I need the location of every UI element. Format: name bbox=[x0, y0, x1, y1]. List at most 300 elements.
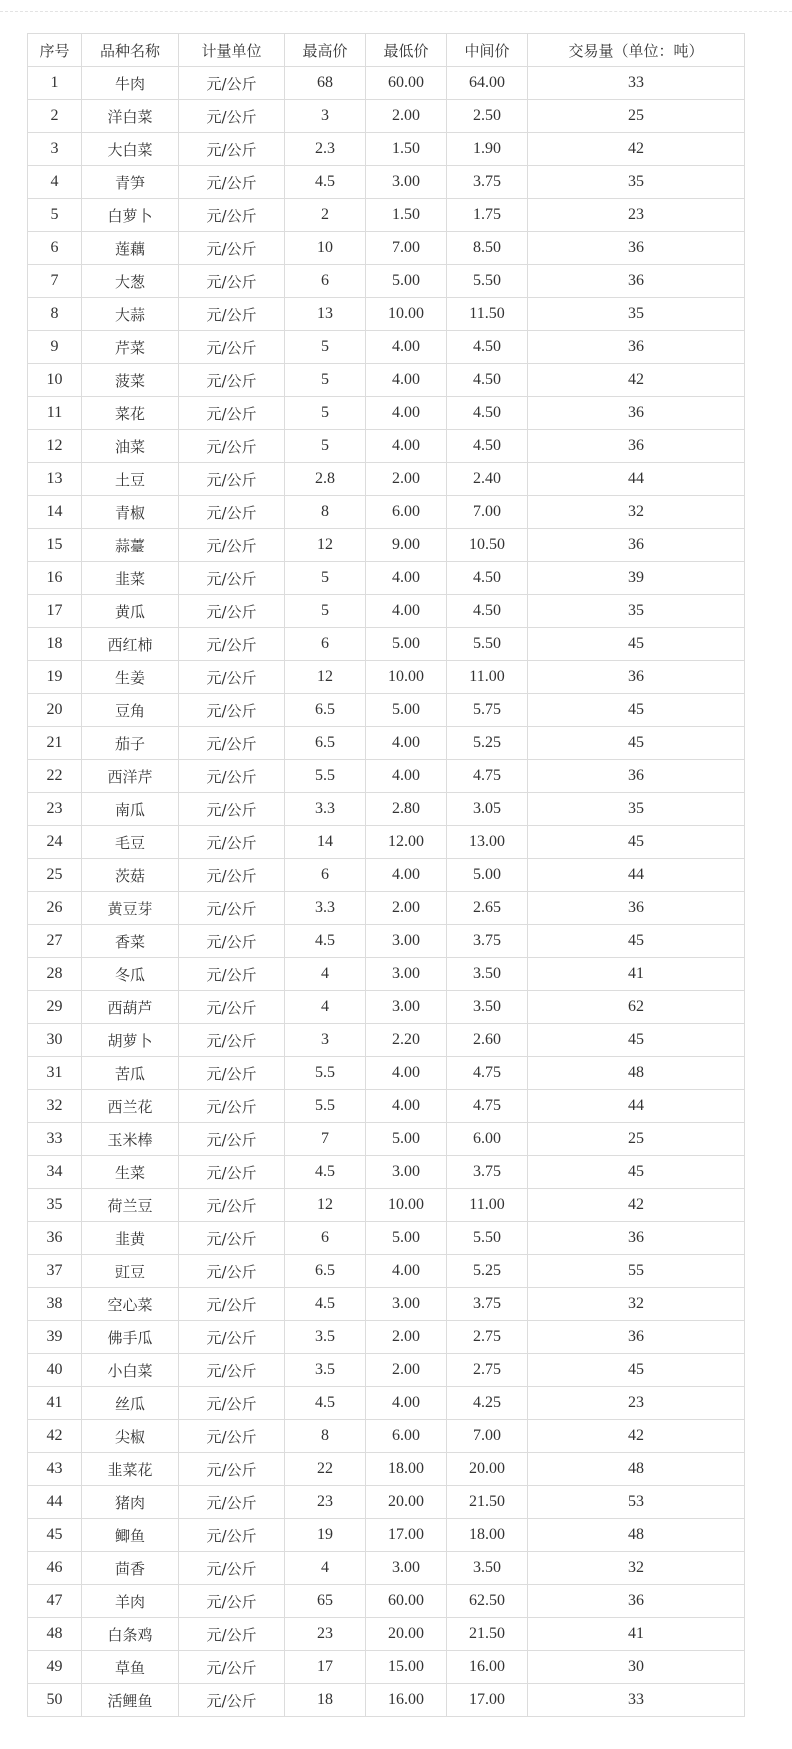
cell-low-price: 2.80 bbox=[366, 793, 447, 826]
cell-unit: 元/公斤 bbox=[179, 1618, 285, 1651]
table-row bbox=[28, 958, 745, 991]
cell-name: 玉米棒 bbox=[82, 1123, 179, 1156]
table-row bbox=[28, 1387, 745, 1420]
cell-high-price: 6 bbox=[285, 628, 366, 661]
cell-index: 19 bbox=[28, 661, 82, 694]
cell-index: 40 bbox=[28, 1354, 82, 1387]
cell-name: 冬瓜 bbox=[82, 958, 179, 991]
cell-mid-price: 1.90 bbox=[447, 133, 528, 166]
cell-unit: 元/公斤 bbox=[179, 1585, 285, 1618]
table-row bbox=[28, 67, 745, 100]
cell-low-price: 12.00 bbox=[366, 826, 447, 859]
cell-high-price: 2.3 bbox=[285, 133, 366, 166]
cell-high-price: 12 bbox=[285, 529, 366, 562]
cell-low-price: 60.00 bbox=[366, 67, 447, 100]
cell-unit: 元/公斤 bbox=[179, 67, 285, 100]
cell-volume: 35 bbox=[528, 793, 745, 826]
cell-low-price: 4.00 bbox=[366, 397, 447, 430]
cell-index: 44 bbox=[28, 1486, 82, 1519]
cell-unit: 元/公斤 bbox=[179, 1189, 285, 1222]
table-row bbox=[28, 859, 745, 892]
cell-name: 草鱼 bbox=[82, 1651, 179, 1684]
cell-mid-price: 4.50 bbox=[447, 430, 528, 463]
cell-high-price: 22 bbox=[285, 1453, 366, 1486]
cell-volume: 25 bbox=[528, 1123, 745, 1156]
cell-volume: 39 bbox=[528, 562, 745, 595]
cell-volume: 32 bbox=[528, 1288, 745, 1321]
cell-low-price: 5.00 bbox=[366, 265, 447, 298]
cell-high-price: 6 bbox=[285, 1222, 366, 1255]
cell-index: 41 bbox=[28, 1387, 82, 1420]
cell-name: 韭菜花 bbox=[82, 1453, 179, 1486]
cell-low-price: 15.00 bbox=[366, 1651, 447, 1684]
cell-mid-price: 2.50 bbox=[447, 100, 528, 133]
cell-name: 西兰花 bbox=[82, 1090, 179, 1123]
cell-unit: 元/公斤 bbox=[179, 793, 285, 826]
cell-low-price: 3.00 bbox=[366, 1552, 447, 1585]
cell-mid-price: 11.50 bbox=[447, 298, 528, 331]
cell-mid-price: 4.75 bbox=[447, 760, 528, 793]
cell-volume: 36 bbox=[528, 265, 745, 298]
cell-low-price: 4.00 bbox=[366, 727, 447, 760]
table-row bbox=[28, 1090, 745, 1123]
cell-index: 26 bbox=[28, 892, 82, 925]
cell-unit: 元/公斤 bbox=[179, 1024, 285, 1057]
cell-unit: 元/公斤 bbox=[179, 1387, 285, 1420]
cell-name: 生姜 bbox=[82, 661, 179, 694]
cell-index: 21 bbox=[28, 727, 82, 760]
cell-index: 29 bbox=[28, 991, 82, 1024]
cell-mid-price: 5.25 bbox=[447, 1255, 528, 1288]
cell-mid-price: 3.05 bbox=[447, 793, 528, 826]
cell-index: 22 bbox=[28, 760, 82, 793]
cell-mid-price: 3.75 bbox=[447, 1288, 528, 1321]
cell-low-price: 4.00 bbox=[366, 1387, 447, 1420]
cell-low-price: 16.00 bbox=[366, 1684, 447, 1717]
cell-volume: 36 bbox=[528, 430, 745, 463]
cell-index: 31 bbox=[28, 1057, 82, 1090]
cell-mid-price: 7.00 bbox=[447, 1420, 528, 1453]
cell-name: 苦瓜 bbox=[82, 1057, 179, 1090]
cell-unit: 元/公斤 bbox=[179, 958, 285, 991]
cell-index: 10 bbox=[28, 364, 82, 397]
cell-mid-price: 1.75 bbox=[447, 199, 528, 232]
cell-unit: 元/公斤 bbox=[179, 133, 285, 166]
cell-high-price: 5 bbox=[285, 331, 366, 364]
cell-low-price: 6.00 bbox=[366, 1420, 447, 1453]
cell-low-price: 1.50 bbox=[366, 199, 447, 232]
cell-mid-price: 5.50 bbox=[447, 1222, 528, 1255]
table-body bbox=[28, 67, 745, 1717]
cell-volume: 48 bbox=[528, 1453, 745, 1486]
cell-index: 8 bbox=[28, 298, 82, 331]
header-cell-high-price: 最高价 bbox=[285, 34, 366, 67]
cell-index: 30 bbox=[28, 1024, 82, 1057]
cell-mid-price: 4.50 bbox=[447, 364, 528, 397]
cell-name: 青椒 bbox=[82, 496, 179, 529]
cell-high-price: 13 bbox=[285, 298, 366, 331]
table-header bbox=[28, 34, 745, 67]
cell-index: 45 bbox=[28, 1519, 82, 1552]
table-row bbox=[28, 1288, 745, 1321]
cell-mid-price: 2.75 bbox=[447, 1354, 528, 1387]
cell-high-price: 12 bbox=[285, 661, 366, 694]
cell-unit: 元/公斤 bbox=[179, 364, 285, 397]
cell-high-price: 23 bbox=[285, 1486, 366, 1519]
cell-index: 5 bbox=[28, 199, 82, 232]
cell-high-price: 6 bbox=[285, 265, 366, 298]
header-cell-mid-price: 中间价 bbox=[447, 34, 528, 67]
cell-low-price: 4.00 bbox=[366, 562, 447, 595]
cell-mid-price: 3.50 bbox=[447, 958, 528, 991]
cell-low-price: 3.00 bbox=[366, 166, 447, 199]
cell-mid-price: 3.75 bbox=[447, 166, 528, 199]
cell-mid-price: 5.50 bbox=[447, 628, 528, 661]
header-cell-unit: 计量单位 bbox=[179, 34, 285, 67]
cell-high-price: 5 bbox=[285, 595, 366, 628]
cell-index: 27 bbox=[28, 925, 82, 958]
cell-unit: 元/公斤 bbox=[179, 628, 285, 661]
cell-high-price: 19 bbox=[285, 1519, 366, 1552]
cell-unit: 元/公斤 bbox=[179, 100, 285, 133]
table-row bbox=[28, 826, 745, 859]
cell-unit: 元/公斤 bbox=[179, 1684, 285, 1717]
cell-mid-price: 2.40 bbox=[447, 463, 528, 496]
cell-high-price: 3.5 bbox=[285, 1321, 366, 1354]
cell-unit: 元/公斤 bbox=[179, 298, 285, 331]
cell-volume: 42 bbox=[528, 364, 745, 397]
cell-high-price: 6.5 bbox=[285, 727, 366, 760]
table-row bbox=[28, 1585, 745, 1618]
cell-volume: 36 bbox=[528, 1222, 745, 1255]
cell-name: 菜花 bbox=[82, 397, 179, 430]
cell-volume: 44 bbox=[528, 1090, 745, 1123]
cell-unit: 元/公斤 bbox=[179, 1222, 285, 1255]
cell-name: 茄子 bbox=[82, 727, 179, 760]
table-row bbox=[28, 1123, 745, 1156]
cell-index: 17 bbox=[28, 595, 82, 628]
cell-volume: 48 bbox=[528, 1057, 745, 1090]
cell-unit: 元/公斤 bbox=[179, 1420, 285, 1453]
table-row bbox=[28, 1057, 745, 1090]
cell-index: 39 bbox=[28, 1321, 82, 1354]
cell-low-price: 20.00 bbox=[366, 1618, 447, 1651]
cell-index: 16 bbox=[28, 562, 82, 595]
cell-volume: 45 bbox=[528, 1156, 745, 1189]
cell-mid-price: 4.50 bbox=[447, 331, 528, 364]
cell-low-price: 4.00 bbox=[366, 595, 447, 628]
cell-volume: 41 bbox=[528, 1618, 745, 1651]
header-cell-volume: 交易量（单位：吨） bbox=[528, 34, 745, 67]
cell-unit: 元/公斤 bbox=[179, 166, 285, 199]
cell-mid-price: 4.75 bbox=[447, 1090, 528, 1123]
cell-index: 23 bbox=[28, 793, 82, 826]
cell-volume: 36 bbox=[528, 760, 745, 793]
cell-name: 大葱 bbox=[82, 265, 179, 298]
cell-volume: 35 bbox=[528, 298, 745, 331]
table-row bbox=[28, 331, 745, 364]
cell-volume: 35 bbox=[528, 595, 745, 628]
cell-low-price: 4.00 bbox=[366, 1255, 447, 1288]
cell-mid-price: 5.25 bbox=[447, 727, 528, 760]
table-row bbox=[28, 232, 745, 265]
cell-volume: 45 bbox=[528, 727, 745, 760]
cell-mid-price: 3.50 bbox=[447, 1552, 528, 1585]
cell-unit: 元/公斤 bbox=[179, 991, 285, 1024]
cell-name: 菠菜 bbox=[82, 364, 179, 397]
cell-index: 47 bbox=[28, 1585, 82, 1618]
cell-unit: 元/公斤 bbox=[179, 463, 285, 496]
cell-name: 胡萝卜 bbox=[82, 1024, 179, 1057]
cell-low-price: 9.00 bbox=[366, 529, 447, 562]
table-row bbox=[28, 397, 745, 430]
cell-index: 49 bbox=[28, 1651, 82, 1684]
cell-unit: 元/公斤 bbox=[179, 562, 285, 595]
cell-name: 土豆 bbox=[82, 463, 179, 496]
cell-mid-price: 13.00 bbox=[447, 826, 528, 859]
table-row bbox=[28, 793, 745, 826]
cell-mid-price: 6.00 bbox=[447, 1123, 528, 1156]
cell-name: 西葫芦 bbox=[82, 991, 179, 1024]
cell-high-price: 3.3 bbox=[285, 892, 366, 925]
cell-volume: 44 bbox=[528, 463, 745, 496]
cell-unit: 元/公斤 bbox=[179, 595, 285, 628]
cell-volume: 23 bbox=[528, 1387, 745, 1420]
cell-low-price: 18.00 bbox=[366, 1453, 447, 1486]
cell-name: 鲫鱼 bbox=[82, 1519, 179, 1552]
cell-high-price: 5 bbox=[285, 562, 366, 595]
cell-volume: 36 bbox=[528, 331, 745, 364]
cell-mid-price: 5.75 bbox=[447, 694, 528, 727]
cell-low-price: 4.00 bbox=[366, 1057, 447, 1090]
cell-low-price: 60.00 bbox=[366, 1585, 447, 1618]
cell-low-price: 2.00 bbox=[366, 463, 447, 496]
cell-unit: 元/公斤 bbox=[179, 232, 285, 265]
cell-high-price: 18 bbox=[285, 1684, 366, 1717]
cell-high-price: 14 bbox=[285, 826, 366, 859]
cell-index: 14 bbox=[28, 496, 82, 529]
cell-low-price: 1.50 bbox=[366, 133, 447, 166]
cell-index: 25 bbox=[28, 859, 82, 892]
table-row bbox=[28, 298, 745, 331]
cell-name: 韭黄 bbox=[82, 1222, 179, 1255]
cell-high-price: 7 bbox=[285, 1123, 366, 1156]
cell-unit: 元/公斤 bbox=[179, 1651, 285, 1684]
table-row bbox=[28, 1453, 745, 1486]
table-row bbox=[28, 727, 745, 760]
table-row bbox=[28, 133, 745, 166]
table-row bbox=[28, 1519, 745, 1552]
table-row bbox=[28, 463, 745, 496]
cell-low-price: 2.00 bbox=[366, 1321, 447, 1354]
cell-high-price: 10 bbox=[285, 232, 366, 265]
table-row bbox=[28, 1618, 745, 1651]
cell-mid-price: 2.75 bbox=[447, 1321, 528, 1354]
cell-unit: 元/公斤 bbox=[179, 1519, 285, 1552]
cell-unit: 元/公斤 bbox=[179, 661, 285, 694]
cell-high-price: 3.3 bbox=[285, 793, 366, 826]
cell-high-price: 8 bbox=[285, 496, 366, 529]
cell-volume: 36 bbox=[528, 1585, 745, 1618]
table-row bbox=[28, 1354, 745, 1387]
cell-volume: 55 bbox=[528, 1255, 745, 1288]
cell-index: 33 bbox=[28, 1123, 82, 1156]
cell-mid-price: 7.00 bbox=[447, 496, 528, 529]
cell-index: 7 bbox=[28, 265, 82, 298]
cell-low-price: 2.00 bbox=[366, 892, 447, 925]
cell-low-price: 5.00 bbox=[366, 1123, 447, 1156]
cell-volume: 42 bbox=[528, 1420, 745, 1453]
cell-mid-price: 64.00 bbox=[447, 67, 528, 100]
cell-volume: 45 bbox=[528, 826, 745, 859]
cell-index: 50 bbox=[28, 1684, 82, 1717]
table-row bbox=[28, 364, 745, 397]
header-row bbox=[28, 34, 745, 67]
table-row bbox=[28, 628, 745, 661]
table-row bbox=[28, 1651, 745, 1684]
table-row bbox=[28, 661, 745, 694]
cell-index: 20 bbox=[28, 694, 82, 727]
table-row bbox=[28, 1552, 745, 1585]
cell-name: 茴香 bbox=[82, 1552, 179, 1585]
cell-volume: 32 bbox=[528, 1552, 745, 1585]
cell-name: 黄豆芽 bbox=[82, 892, 179, 925]
cell-volume: 36 bbox=[528, 892, 745, 925]
cell-high-price: 2 bbox=[285, 199, 366, 232]
table-row bbox=[28, 100, 745, 133]
table-row bbox=[28, 892, 745, 925]
header-cell-name: 品种名称 bbox=[82, 34, 179, 67]
cell-unit: 元/公斤 bbox=[179, 1321, 285, 1354]
cell-high-price: 3 bbox=[285, 1024, 366, 1057]
cell-low-price: 20.00 bbox=[366, 1486, 447, 1519]
cell-unit: 元/公斤 bbox=[179, 1090, 285, 1123]
table-row bbox=[28, 991, 745, 1024]
cell-name: 小白菜 bbox=[82, 1354, 179, 1387]
cell-unit: 元/公斤 bbox=[179, 1156, 285, 1189]
cell-volume: 35 bbox=[528, 166, 745, 199]
cell-low-price: 6.00 bbox=[366, 496, 447, 529]
cell-name: 西洋芹 bbox=[82, 760, 179, 793]
table-row bbox=[28, 1156, 745, 1189]
cell-mid-price: 2.65 bbox=[447, 892, 528, 925]
cell-mid-price: 4.25 bbox=[447, 1387, 528, 1420]
cell-high-price: 5.5 bbox=[285, 1057, 366, 1090]
cell-name: 尖椒 bbox=[82, 1420, 179, 1453]
cell-volume: 23 bbox=[528, 199, 745, 232]
cell-unit: 元/公斤 bbox=[179, 430, 285, 463]
cell-mid-price: 3.75 bbox=[447, 925, 528, 958]
cell-mid-price: 16.00 bbox=[447, 1651, 528, 1684]
cell-low-price: 3.00 bbox=[366, 958, 447, 991]
cell-high-price: 2.8 bbox=[285, 463, 366, 496]
cell-mid-price: 20.00 bbox=[447, 1453, 528, 1486]
cell-index: 1 bbox=[28, 67, 82, 100]
cell-high-price: 6.5 bbox=[285, 694, 366, 727]
cell-name: 牛肉 bbox=[82, 67, 179, 100]
cell-high-price: 5 bbox=[285, 430, 366, 463]
cell-mid-price: 17.00 bbox=[447, 1684, 528, 1717]
cell-name: 芹菜 bbox=[82, 331, 179, 364]
cell-name: 南瓜 bbox=[82, 793, 179, 826]
cell-low-price: 7.00 bbox=[366, 232, 447, 265]
cell-index: 11 bbox=[28, 397, 82, 430]
table-row bbox=[28, 529, 745, 562]
cell-mid-price: 18.00 bbox=[447, 1519, 528, 1552]
cell-high-price: 5 bbox=[285, 397, 366, 430]
cell-low-price: 2.00 bbox=[366, 1354, 447, 1387]
cell-mid-price: 8.50 bbox=[447, 232, 528, 265]
cell-unit: 元/公斤 bbox=[179, 199, 285, 232]
cell-unit: 元/公斤 bbox=[179, 331, 285, 364]
cell-high-price: 6.5 bbox=[285, 1255, 366, 1288]
cell-index: 12 bbox=[28, 430, 82, 463]
header-cell-low-price: 最低价 bbox=[366, 34, 447, 67]
cell-index: 6 bbox=[28, 232, 82, 265]
cell-low-price: 5.00 bbox=[366, 628, 447, 661]
cell-index: 32 bbox=[28, 1090, 82, 1123]
cell-name: 空心菜 bbox=[82, 1288, 179, 1321]
table-row bbox=[28, 562, 745, 595]
cell-unit: 元/公斤 bbox=[179, 1552, 285, 1585]
cell-name: 猪肉 bbox=[82, 1486, 179, 1519]
cell-volume: 45 bbox=[528, 1354, 745, 1387]
cell-index: 48 bbox=[28, 1618, 82, 1651]
cell-name: 蒜薹 bbox=[82, 529, 179, 562]
cell-mid-price: 3.75 bbox=[447, 1156, 528, 1189]
cell-name: 莲藕 bbox=[82, 232, 179, 265]
table-row bbox=[28, 1255, 745, 1288]
cell-unit: 元/公斤 bbox=[179, 1288, 285, 1321]
cell-volume: 42 bbox=[528, 1189, 745, 1222]
cell-index: 18 bbox=[28, 628, 82, 661]
table-row bbox=[28, 595, 745, 628]
cell-volume: 36 bbox=[528, 1321, 745, 1354]
cell-high-price: 4 bbox=[285, 991, 366, 1024]
cell-mid-price: 4.50 bbox=[447, 595, 528, 628]
cell-low-price: 4.00 bbox=[366, 430, 447, 463]
cell-low-price: 4.00 bbox=[366, 331, 447, 364]
cell-index: 42 bbox=[28, 1420, 82, 1453]
cell-high-price: 17 bbox=[285, 1651, 366, 1684]
cell-index: 24 bbox=[28, 826, 82, 859]
cell-high-price: 4.5 bbox=[285, 166, 366, 199]
cell-index: 43 bbox=[28, 1453, 82, 1486]
table-row bbox=[28, 265, 745, 298]
cell-mid-price: 5.50 bbox=[447, 265, 528, 298]
cell-index: 4 bbox=[28, 166, 82, 199]
cell-volume: 30 bbox=[528, 1651, 745, 1684]
cell-high-price: 4.5 bbox=[285, 925, 366, 958]
cell-volume: 45 bbox=[528, 1024, 745, 1057]
cell-high-price: 4.5 bbox=[285, 1387, 366, 1420]
cell-mid-price: 11.00 bbox=[447, 1189, 528, 1222]
cell-unit: 元/公斤 bbox=[179, 859, 285, 892]
table-row bbox=[28, 199, 745, 232]
cell-name: 洋白菜 bbox=[82, 100, 179, 133]
cell-unit: 元/公斤 bbox=[179, 1123, 285, 1156]
cell-unit: 元/公斤 bbox=[179, 397, 285, 430]
cell-volume: 41 bbox=[528, 958, 745, 991]
cell-index: 28 bbox=[28, 958, 82, 991]
cell-name: 豇豆 bbox=[82, 1255, 179, 1288]
cell-unit: 元/公斤 bbox=[179, 892, 285, 925]
cell-name: 白萝卜 bbox=[82, 199, 179, 232]
cell-unit: 元/公斤 bbox=[179, 694, 285, 727]
cell-name: 大蒜 bbox=[82, 298, 179, 331]
table-row bbox=[28, 166, 745, 199]
cell-unit: 元/公斤 bbox=[179, 1486, 285, 1519]
